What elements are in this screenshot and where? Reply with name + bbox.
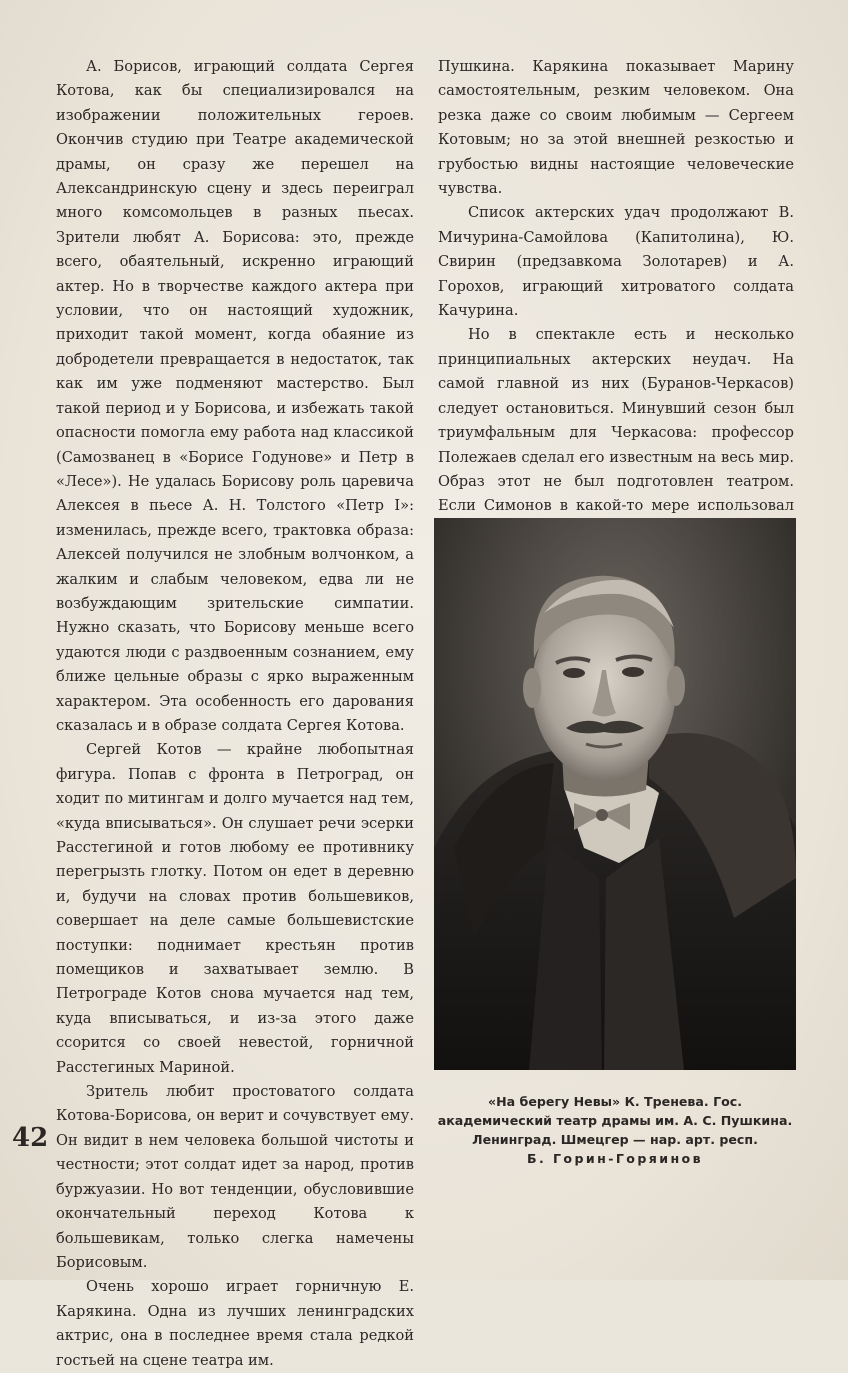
paragraph-kotov: Сергей Котов — крайне любопытная фигура. Попав с фронта в Петроград, он ходит по митингам и долго мучается над тем, «куда вписываться». Он слушает речи эсерки Расстегиной и готов любому ее противнику перегрызть глотку. Потом он едет в деревню и, будучи на словах против большевиков, совершает на деле самые большевистские поступки: поднимает крестьян против помещиков и захватывает землю. В Петрограде Котов снова мучается над тем, куда вписываться, и из-за этого даже ссорится со своей невестой, горничной Расстегиных Мариной.: [56, 741, 414, 1076]
left-text-column: [56, 55, 414, 1373]
photo-caption: [434, 1092, 796, 1168]
caption-author: Б. Горин-Горяинов: [527, 1151, 703, 1166]
paragraph-viewer: Зритель любит простоватого солдата Котова-Борисова, он верит и сочувствует ему. Он видит в нем человека большой чистоты и честности; этот солдат идет за народ, против буржуазии. Но вот тенденции, обусловившие окончательный переход Котова к большевикам, только слегка намечены Борисовым.: [56, 1083, 414, 1271]
caption-text: «На берегу Невы» К. Тренева. Гос. академический театр драмы им. А. С. Пушкина. Ленинград. Шмецгер — нар. арт. респ.: [437, 1094, 793, 1147]
page-number: 42: [12, 1123, 49, 1153]
paragraph-borisov: А. Борисов, играющий солдата Сергея Котова, как бы специализировался на изображении положительных героев. Окончив студию при Театре академической драмы, он сразу же перешел на Александринскую сцену и здесь переиграл много комсомольцев в разных пьесах. Зрители любят А. Борисова: это, прежде всего, обаятельный, искренно играющий актер. Но в творчестве каждого актера при условии, что он настоящий художник, приходит такой момент, когда обаяние из добродетели превращается в недостаток, так как им уже подменяют мастерство. Был такой период и у Борисова, и избежать такой опасности помогла ему работа над классикой (Самозванец в «Борисе Годунове» и Петр в «Лесе»). Не удалась Борисову роль царевича Алексея в пьесе А. Н. Толстого «Петр I»: изменилась, прежде всего, трактовка образа: Алексей получился не злобным волчонком, а жалким и слабым человеком, едва ли не возбуждающим зрительские симпатии. Нужно сказать, что Борисову меньше всего удаются люди с раздвоенным сознанием, ему ближе цельные образы с ярко выраженным характером. Эта особенность его дарования сказалась и в образе солдата Сергея Котова.: [56, 58, 414, 734]
paragraph-successes: Список актерских удач продолжают В. Мичурина-Самойлова (Капитолина), Ю. Свирин (предзавкома Золотарев) и А. Горохов, играющий хитроватого солдата Качурина.: [438, 204, 794, 320]
paragraph-karyakina: Очень хорошо играет горничную Е. Карякина. Одна из лучших ленинградских актрис, она в последнее время стала редкой гостьей на сцене театра им.: [56, 1278, 414, 1369]
portrait-photo: [434, 518, 796, 1070]
paragraph-continuation: Пушкина. Карякина показывает Марину самостоятельным, резким человеком. Она резка даже со своим любимым — Сергеем Котовым; но за этой внешней резкостью и грубостью видны настоящие человеческие чувства.: [438, 58, 794, 198]
paragraph-failures: Но в спектакле есть и несколько принципиальных актерских неудач. На самой главной из них (Буранов-Черкасов) следует остановиться. Минувший сезон был триумфальным для Черкасова: профессор Полежаев сделал его известным на весь мир. Образ этот не был подготовлен театром. Если Симонов в какой-то мере использовал: [438, 326, 794, 515]
right-text-column: [438, 55, 794, 543]
